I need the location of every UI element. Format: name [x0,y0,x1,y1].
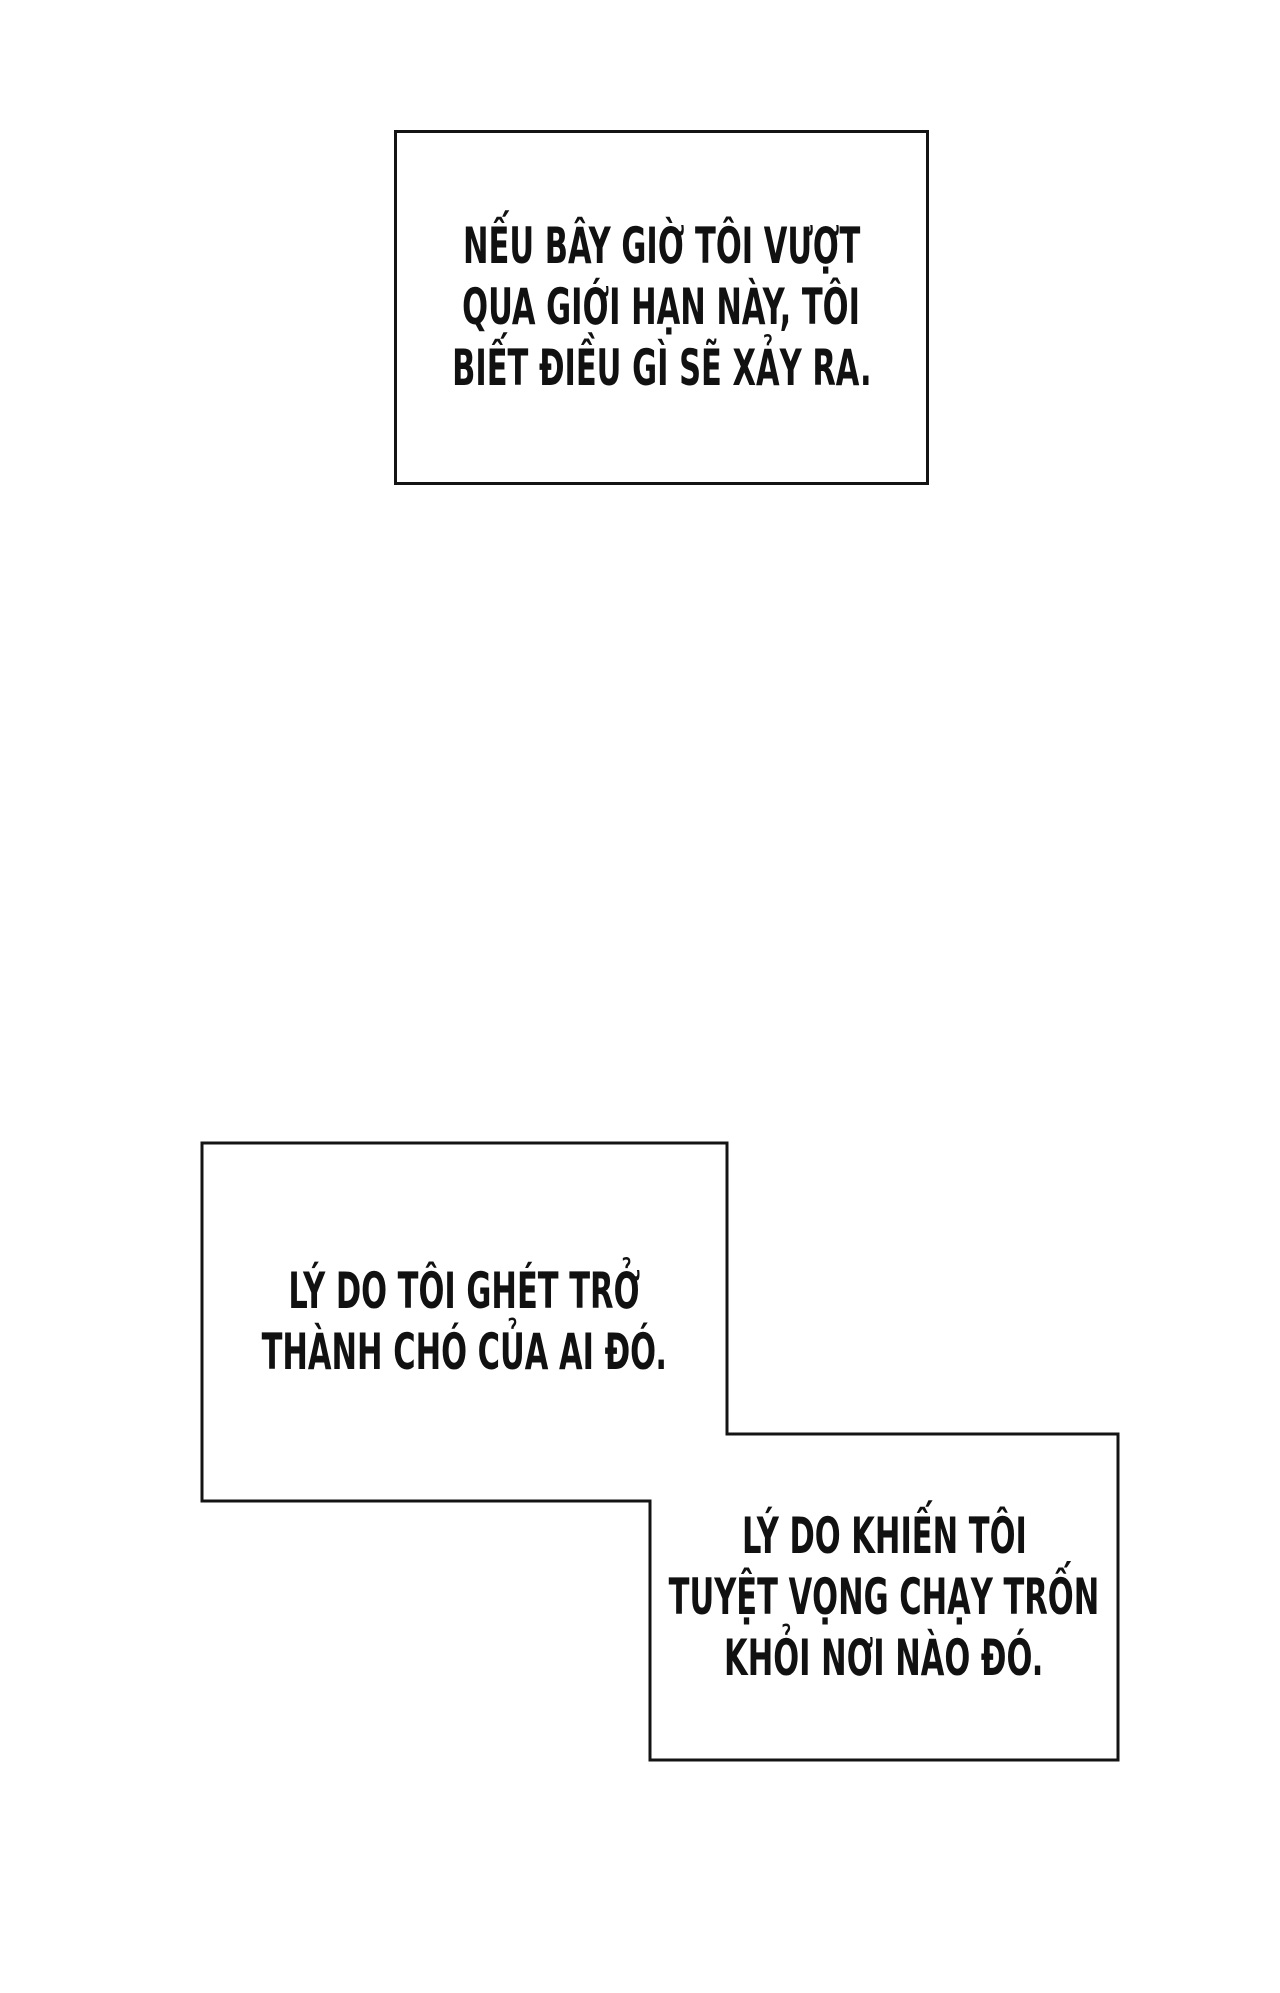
narration-line: QUA GIỚI HẠN NÀY, TÔI [462,278,861,336]
narration-line: THÀNH CHÓ CỦA AI ĐÓ. [261,1323,668,1381]
narration-box-3 [650,1434,1118,1760]
narration-line: NẾU BÂY GIỜ TÔI VƯỢT [462,217,861,275]
narration-line: LÝ DO TÔI GHÉT TRỞ [288,1262,641,1320]
narration-line: LÝ DO KHIẾN TÔI [741,1506,1027,1565]
narration-line: KHỎI NƠI NÀO ĐÓ. [724,1628,1044,1687]
narration-line: TUYỆT VỌNG CHẠY TRỐN [668,1567,1100,1626]
narration-line: BIẾT ĐIỀU GÌ SẼ XẢY RA. [451,339,872,397]
narration-box-2 [202,1143,727,1501]
